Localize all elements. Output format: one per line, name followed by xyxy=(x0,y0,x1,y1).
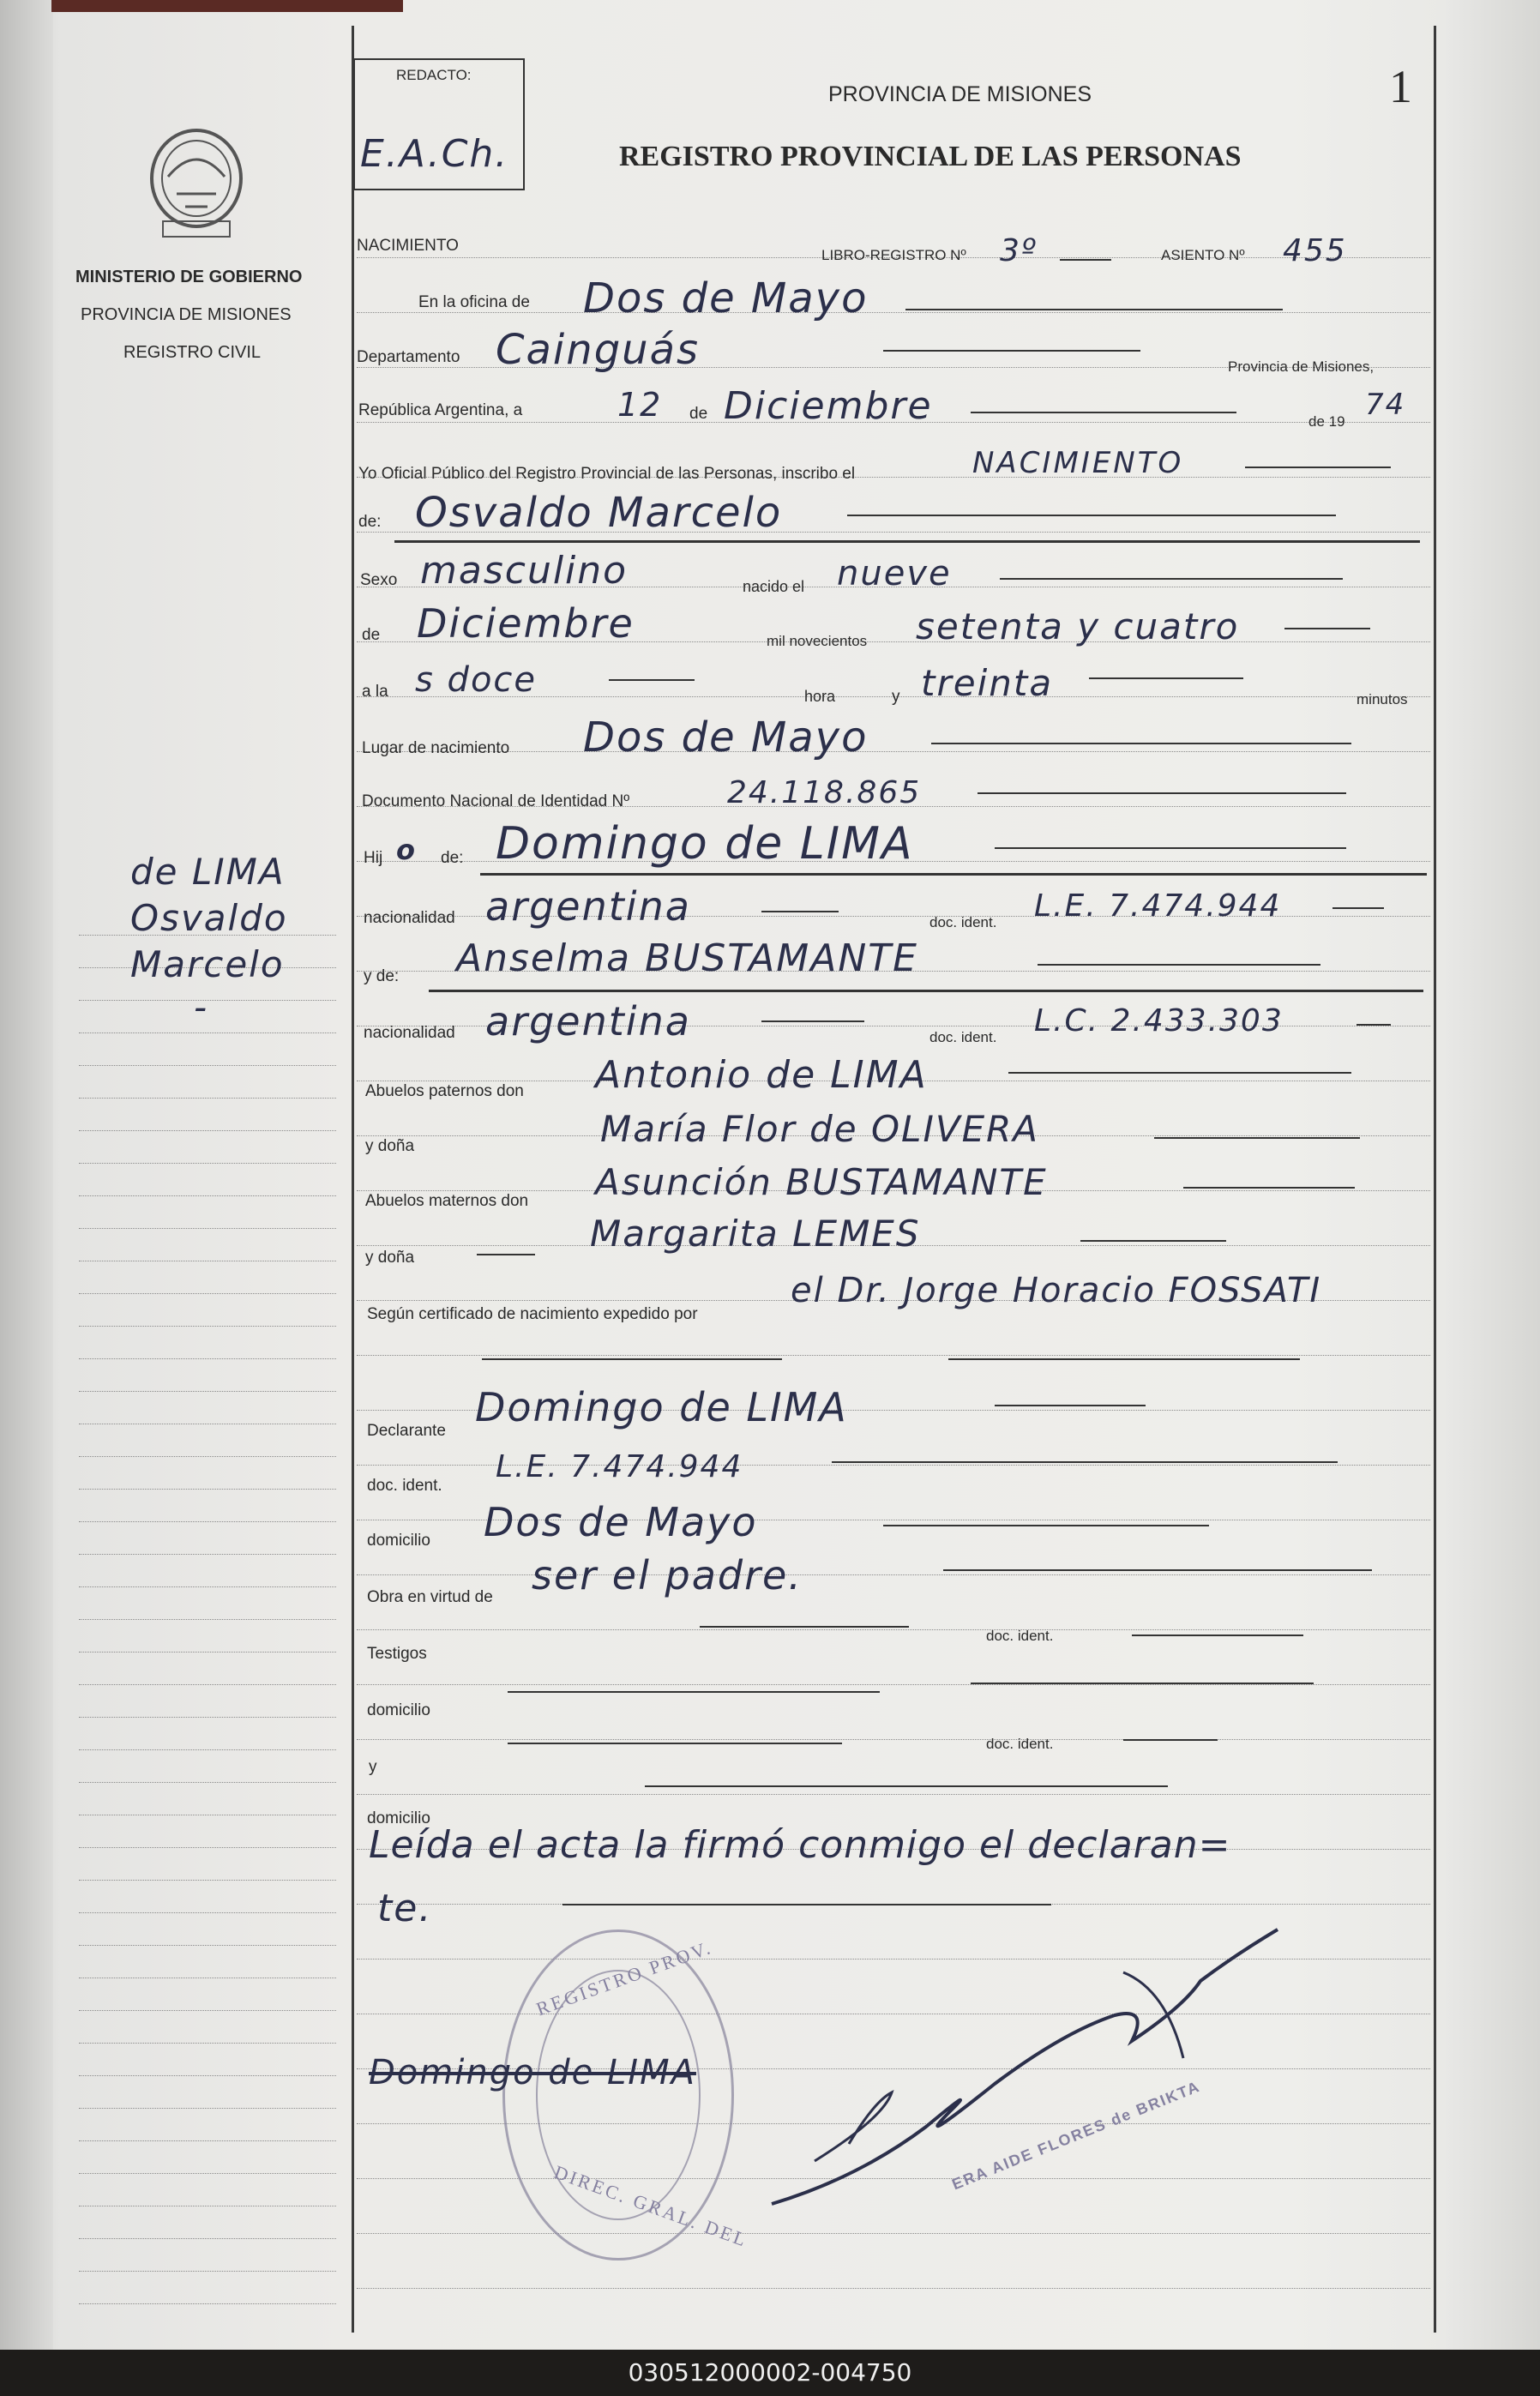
hijo-label: Hij xyxy=(364,849,383,867)
margin-rule xyxy=(352,26,354,2333)
ruled-line xyxy=(79,1326,336,1327)
filler-dash xyxy=(477,1254,535,1255)
left-page-edge xyxy=(0,0,53,2350)
ala-label: a la xyxy=(362,683,388,701)
filler-dash xyxy=(1332,907,1384,909)
ruled-line xyxy=(79,1163,336,1164)
ruled-line xyxy=(79,2108,336,2109)
madre-underline xyxy=(429,990,1423,992)
filler-dash xyxy=(883,350,1140,352)
filler-dash xyxy=(1154,1137,1360,1139)
ruled-line xyxy=(79,1065,336,1066)
hora-label: hora xyxy=(804,688,836,705)
y2-label: y xyxy=(369,1758,377,1776)
ruled-line xyxy=(79,1586,336,1587)
image-caption: 030512000002-004750 xyxy=(0,2350,1540,2396)
ruled-line xyxy=(79,1749,336,1750)
departamento-label: Departamento xyxy=(357,348,460,366)
filler-dash xyxy=(645,1785,1168,1787)
filler-dash xyxy=(995,1405,1146,1406)
index-surname: de LIMA xyxy=(130,851,286,893)
filler-dash xyxy=(1245,467,1391,468)
abuela-paterna-label: y doña xyxy=(365,1137,415,1155)
abuela-materna-label: y doña xyxy=(365,1249,415,1267)
abuelos-paternos-label: Abuelos paternos don xyxy=(365,1082,524,1100)
leida-line2: te. xyxy=(377,1887,433,1930)
minutos-value: treinta xyxy=(921,662,1054,704)
abuelo-paterno-value: Antonio de LIMA xyxy=(595,1053,928,1097)
ruled-line xyxy=(357,1684,1430,1685)
declarante-value: Domingo de LIMA xyxy=(475,1384,848,1430)
ruled-line xyxy=(79,1521,336,1522)
de2-label: de: xyxy=(358,513,382,531)
ruled-line xyxy=(357,312,1430,313)
filler-dash xyxy=(905,309,1283,310)
provincia-label: Provincia de Misiones, xyxy=(1228,358,1375,375)
abuelo-materno-value: Asunción BUSTAMANTE xyxy=(595,1161,1048,1203)
ruled-line xyxy=(79,1847,336,1848)
nombre-value: Osvaldo Marcelo xyxy=(415,489,783,537)
mil-label: mil novecientos xyxy=(767,633,868,649)
minutos-label: minutos xyxy=(1357,691,1408,707)
lugar-label: Lugar de nacimiento xyxy=(362,739,510,757)
hora-value: s doce xyxy=(415,660,538,700)
ruled-line xyxy=(79,1554,336,1555)
ruled-line xyxy=(79,2043,336,2044)
ruled-line xyxy=(79,2271,336,2272)
madre-value: Anselma BUSTAMANTE xyxy=(456,936,918,980)
doc-declarante-label: doc. ident. xyxy=(367,1477,442,1495)
padre-value: Domingo de LIMA xyxy=(496,818,914,870)
filler-dash xyxy=(995,847,1346,849)
filler-dash xyxy=(1089,677,1243,679)
binding-tab xyxy=(51,0,403,12)
filler-dash xyxy=(978,792,1346,794)
de3-label: de xyxy=(362,626,381,644)
nacido-label: nacido el xyxy=(743,578,805,595)
filler-dash xyxy=(1080,1240,1226,1242)
republica-label: República Argentina, a xyxy=(358,401,523,419)
filler-dash xyxy=(948,1358,1300,1360)
nacimiento-label: NACIMIENTO xyxy=(357,237,459,255)
ruled-line xyxy=(79,1652,336,1653)
segun-value: el Dr. Jorge Horacio FOSSATI xyxy=(791,1271,1322,1310)
nacido-value: nueve xyxy=(837,554,952,593)
hijo-de-label: de: xyxy=(441,849,464,867)
filler-dash xyxy=(700,1626,909,1628)
declarante-label: Declarante xyxy=(367,1422,446,1440)
ruled-line xyxy=(79,1228,336,1229)
yde-label: y de: xyxy=(364,967,400,985)
redacto-box xyxy=(353,58,525,190)
de-label: de xyxy=(689,405,708,423)
domicilio-label: domicilio xyxy=(367,1532,430,1550)
ruled-line xyxy=(79,2010,336,2011)
filler-dash xyxy=(1284,628,1370,629)
official-stamp-text: ERA AIDE FLORES de BRIKTA xyxy=(949,2077,1203,2194)
filler-dash xyxy=(847,515,1336,516)
index-first-name: Osvaldo xyxy=(130,897,288,939)
doc-madre-value: L.C. 2.433.303 xyxy=(1034,1003,1284,1038)
seal-text-top: REGISTRO PROV. xyxy=(533,1935,716,2020)
nacionalidad-padre-label: nacionalidad xyxy=(364,909,455,927)
redacto-label: REDACTO: xyxy=(396,67,472,83)
filler-dash xyxy=(931,743,1351,744)
abuela-materna-value: Margarita LEMES xyxy=(590,1213,921,1255)
dni-label: Documento Nacional de Identidad Nº xyxy=(362,792,630,810)
filler-dash xyxy=(1357,1024,1391,1026)
filler-dash xyxy=(609,679,695,681)
abuela-paterna-value: María Flor de OLIVERA xyxy=(600,1108,1040,1150)
ruled-line xyxy=(79,1880,336,1881)
ruled-line xyxy=(79,1032,336,1033)
filler-dash xyxy=(1038,964,1320,966)
provincial-emblem-icon xyxy=(142,125,250,245)
filler-dash xyxy=(971,1683,1314,1684)
sexo-label: Sexo xyxy=(360,571,398,589)
anio-nac-value: setenta y cuatro xyxy=(916,605,1240,647)
filler-dash xyxy=(508,1743,842,1744)
acto-value: NACIMIENTO xyxy=(972,446,1184,480)
obra-value: ser el padre. xyxy=(532,1552,803,1598)
name-underline xyxy=(394,540,1420,543)
oficina-label: En la oficina de xyxy=(418,293,530,311)
province-heading: PROVINCIA DE MISIONES xyxy=(828,82,1092,106)
ruled-line xyxy=(79,1717,336,1718)
seal-text-bottom: DIREC. GRAL. DEL xyxy=(551,2160,751,2252)
ruled-line xyxy=(357,1355,1430,1356)
ruled-line xyxy=(79,2140,336,2141)
testigos-label: Testigos xyxy=(367,1645,427,1663)
domicilio-testigo1-label: domicilio xyxy=(367,1701,430,1719)
ruled-line xyxy=(79,1456,336,1457)
filler-dash xyxy=(482,1358,782,1360)
index-dash: - xyxy=(194,986,209,1028)
filler-dash xyxy=(1132,1634,1303,1636)
right-margin-rule xyxy=(1434,26,1436,2333)
ruled-line xyxy=(79,1391,336,1392)
filler-dash xyxy=(1008,1072,1351,1074)
mes-nac-value: Diciembre xyxy=(417,600,635,647)
leida-line1: Leída el acta la firmó conmigo el declaran= xyxy=(369,1823,1231,1867)
anio-label: de 19 xyxy=(1308,413,1345,430)
ruled-line xyxy=(79,1195,336,1196)
lugar-value: Dos de Mayo xyxy=(583,713,869,762)
ruled-line xyxy=(357,1794,1430,1795)
doc-testigo1-label: doc. ident. xyxy=(986,1628,1054,1644)
ruled-line xyxy=(79,1912,336,1913)
ruled-line xyxy=(357,1629,1430,1630)
filler-dash xyxy=(832,1461,1338,1463)
ruled-line xyxy=(79,1489,336,1490)
ruled-line xyxy=(79,1684,336,1685)
doc-testigo2-label: doc. ident. xyxy=(986,1736,1054,1752)
segun-label: Según certificado de nacimiento expedido por xyxy=(367,1305,698,1323)
mes-value: Diciembre xyxy=(724,384,933,428)
abuelos-maternos-label: Abuelos maternos don xyxy=(365,1192,529,1210)
index-middle-name: Marcelo xyxy=(130,943,285,985)
anio-value: 74 xyxy=(1365,388,1406,422)
filler-dash xyxy=(761,911,839,912)
ruled-line xyxy=(79,2173,336,2174)
ruled-line xyxy=(79,1782,336,1783)
declarant-signature: Domingo de LIMA xyxy=(369,2053,696,2092)
ruled-line xyxy=(79,1358,336,1359)
filler-dash xyxy=(971,412,1236,413)
ruled-line xyxy=(79,1945,336,1946)
ruled-line xyxy=(79,2303,336,2304)
dni-value: 24.118.865 xyxy=(727,775,922,810)
page-number: 1 xyxy=(1389,61,1412,112)
nacionalidad-madre-label: nacionalidad xyxy=(364,1024,455,1042)
doc-madre-label: doc. ident. xyxy=(929,1029,997,1045)
hijo-suffix: o xyxy=(396,834,417,866)
sidebar-registry-label: REGISTRO CIVIL xyxy=(123,343,262,362)
libro-value: 3º xyxy=(1000,233,1038,268)
ruled-line xyxy=(79,1098,336,1099)
padre-underline xyxy=(480,873,1427,876)
oficial-label: Yo Oficial Público del Registro Provincial de las Personas, inscribo el xyxy=(358,465,856,483)
ruled-line xyxy=(357,2288,1430,2289)
sexo-value: masculino xyxy=(420,549,629,593)
redacto-signature: E.A.Ch. xyxy=(360,132,509,176)
filler-dash xyxy=(1000,578,1343,580)
ruled-line xyxy=(79,1619,336,1620)
filler-dash xyxy=(761,1020,864,1022)
doc-declarante-value: L.E. 7.474.944 xyxy=(496,1449,743,1484)
domicilio-testigo2-label: domicilio xyxy=(367,1809,430,1827)
dia-value: 12 xyxy=(617,386,663,424)
ruled-line xyxy=(79,1293,336,1294)
filler-dash xyxy=(508,1691,880,1693)
ruled-line xyxy=(79,2238,336,2239)
ruled-line xyxy=(357,1574,1430,1575)
domicilio-value: Dos de Mayo xyxy=(484,1499,758,1545)
libro-label: LIBRO-REGISTRO Nº xyxy=(821,247,966,263)
ruled-line xyxy=(357,2233,1430,2234)
registry-heading: REGISTRO PROVINCIAL DE LAS PERSONAS xyxy=(619,141,1242,172)
filler-dash xyxy=(1060,259,1111,261)
nacionalidad-madre-value: argentina xyxy=(485,998,691,1044)
ruled-line xyxy=(79,2075,336,2076)
ministry-label: MINISTERIO DE GOBIERNO xyxy=(75,268,303,286)
filler-dash xyxy=(562,1904,1051,1905)
right-page-edge xyxy=(1446,0,1540,2350)
ruled-line xyxy=(357,1739,1430,1740)
ruled-line xyxy=(79,1130,336,1131)
oficina-value: Dos de Mayo xyxy=(583,274,869,322)
asiento-value: 455 xyxy=(1283,233,1347,268)
nacionalidad-padre-value: argentina xyxy=(485,883,691,930)
obra-label: Obra en virtud de xyxy=(367,1588,493,1606)
filler-dash xyxy=(883,1525,1209,1526)
filler-dash xyxy=(1183,1187,1355,1189)
doc-padre-label: doc. ident. xyxy=(929,914,997,930)
filler-dash xyxy=(943,1569,1372,1571)
y-label: y xyxy=(892,688,900,706)
asiento-label: ASIENTO Nº xyxy=(1161,247,1245,263)
ruled-line xyxy=(357,751,1430,752)
departamento-value: Cainguás xyxy=(496,326,700,374)
doc-padre-value: L.E. 7.474.944 xyxy=(1034,888,1282,924)
official-signature-icon xyxy=(755,1921,1286,2230)
filler-dash xyxy=(1123,1739,1218,1741)
sidebar-province-label: PROVINCIA DE MISIONES xyxy=(81,305,292,324)
